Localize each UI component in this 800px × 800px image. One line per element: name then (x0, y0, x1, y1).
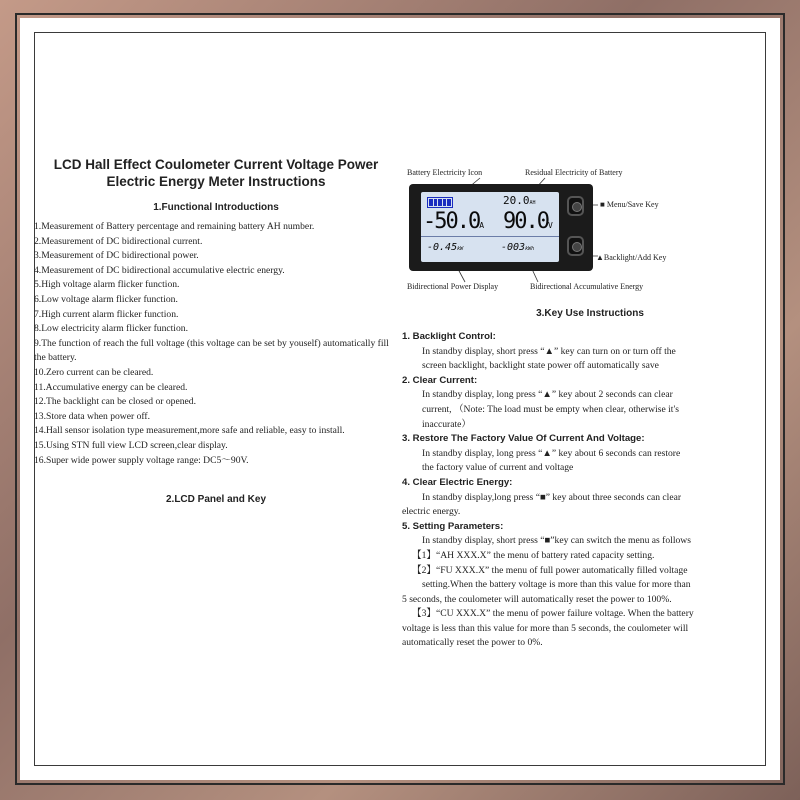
setting-line: 【2】“FU XXX.X” the menu of full power automatically filled voltage (412, 564, 688, 576)
list-item: 8.Low electricity alarm flicker function. (34, 323, 188, 335)
title-line-1: LCD Hall Effect Coulometer Current Voltage Power (53, 157, 379, 172)
current-unit: A (479, 221, 485, 230)
setting-line: 【3】“CU XXX.X” the menu of power failure voltage. When the battery (412, 608, 694, 620)
setting-line: automatically reset the power to 0%. (402, 637, 543, 649)
key-item-title: 1. Backlight Control: (402, 331, 496, 342)
setting-line: voltage is less than this value for more than 5 seconds, the coulometer will (402, 622, 689, 634)
setting-line: 【1】“AH XXX.X” the menu of battery rated capacity setting. (412, 549, 655, 561)
residual-unit: AH (529, 200, 536, 206)
list-item: 13.Store data when power off. (34, 410, 150, 422)
list-item: 12.The backlight can be closed or opened. (34, 396, 196, 408)
list-item: 11.Accumulative energy can be cleared. (34, 381, 188, 393)
lcd-meter-device (409, 184, 593, 271)
section-2-heading: 2.LCD Panel and Key (165, 494, 267, 505)
list-item: 15.Using STN full view LCD screen,clear display. (34, 439, 228, 451)
key-item-line: In standby display,long press “■” key about three seconds can clear (422, 491, 682, 503)
key-use-instructions (402, 330, 778, 651)
key-item-title: 3. Restore The Factory Value Of Current And Voltage: (402, 433, 645, 445)
power-unit: kW (457, 246, 464, 252)
key-item-title: 4. Clear Electric Energy: (402, 476, 513, 488)
list-item: 10.Zero current can be cleared. (34, 366, 154, 378)
label-energy: Bidirectional Accumulative Energy (530, 282, 644, 291)
key-item-line: screen backlight, backlight state power off automatically save (422, 360, 659, 372)
energy-unit: kWh (525, 246, 535, 252)
key-item-line: In standby display, long press “▲” key about 2 seconds can clear (422, 389, 673, 401)
list-item: 16.Super wide power supply voltage range: DC5～90V. (34, 454, 249, 466)
label-residual: Residual Electricity of Battery (525, 168, 623, 177)
key-item-line: In standby display, short press “▲” key can turn on or turn off the (422, 345, 676, 357)
energy-value: -003 (501, 242, 526, 253)
list-item: 9.The function of reach the full voltage (this voltage can be set by youself) automatically fill the battery. (34, 337, 389, 364)
list-item: 14.Hall sensor isolation type measurement,more safe and reliable, easy to install. (34, 425, 345, 437)
label-backlight-key: ▲Backlight/Add Key (596, 253, 667, 262)
menu-save-key[interactable] (567, 196, 584, 216)
section-1-heading: 1.Functional Introductions (153, 202, 279, 213)
instruction-sheet (20, 18, 780, 780)
list-item: 2.Measurement of DC bidirectional current. (34, 235, 203, 247)
key-item-title: 5. Setting Parameters: (402, 520, 504, 532)
battery-icon (427, 197, 453, 208)
list-item: 7.High current alarm flicker function. (34, 308, 179, 320)
voltage-unit: V (547, 221, 553, 230)
label-menu-key: ■ Menu/Save Key (600, 200, 659, 209)
key-item-line: the factory value of current and voltage (422, 462, 574, 474)
setting-line: setting.When the battery voltage is more than this value for more than (422, 579, 691, 591)
key-item-line: In standby display, short press “■”key can switch the menu as follows (422, 535, 691, 547)
key-item-line: electric energy. (402, 506, 461, 518)
current-value: -50.0 (423, 209, 480, 234)
list-item: 6.Low voltage alarm flicker function. (34, 293, 178, 305)
list-item: 3.Measurement of DC bidirectional power. (34, 250, 199, 262)
list-item: 5.High voltage alarm flicker function. (34, 279, 180, 291)
setting-line: 5 seconds, the coulometer will automatically reset the power to 100%. (402, 593, 672, 605)
key-item-title: 2. Clear Current: (402, 374, 478, 386)
list-item: 4.Measurement of DC bidirectional accumulative electric energy. (34, 264, 285, 276)
lcd-screen (421, 192, 559, 262)
title-line-2: Electric Energy Meter Instructions (106, 174, 326, 189)
power-value: -0.45 (427, 242, 458, 253)
list-item: 1.Measurement of Battery percentage and remaining battery AH number. (34, 221, 315, 232)
key-item-line: current, （Note: The load must be empty when clear, otherwise it's (422, 403, 679, 415)
label-battery-icon: Battery Electricity Icon (407, 168, 483, 177)
residual-value: 20.0 (503, 194, 530, 207)
backlight-add-key[interactable] (567, 236, 584, 256)
voltage-value: 90.0 (503, 209, 548, 234)
section-3-heading: 3.Key Use Instructions (536, 308, 644, 319)
key-item-line: inaccurate） (422, 418, 472, 430)
label-power-display: Bidirectional Power Display (407, 282, 499, 291)
key-item-line: In standby display, long press “▲” key about 6 seconds can restore (422, 447, 681, 459)
